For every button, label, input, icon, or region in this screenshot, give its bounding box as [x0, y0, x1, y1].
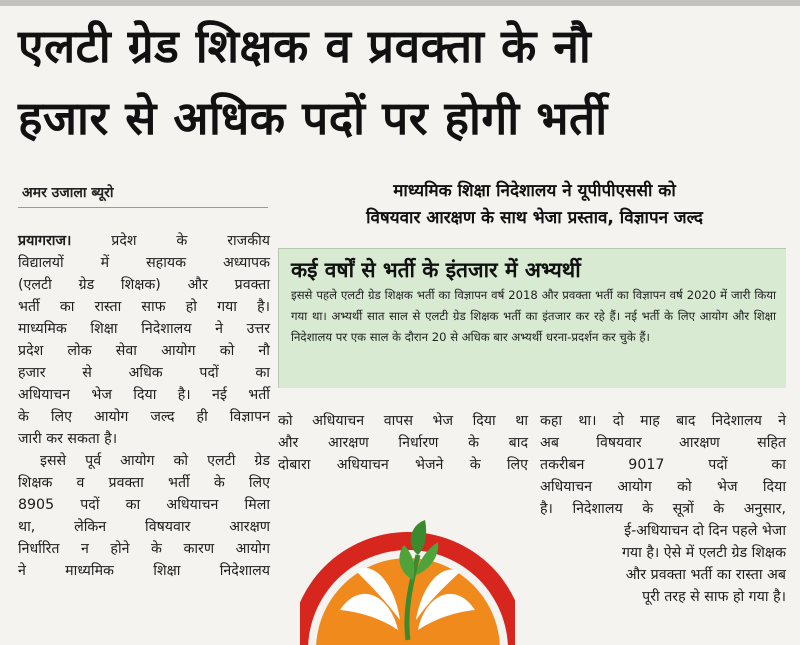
column-1-line: प्रदेश के राजकीय	[71, 233, 270, 249]
column-1-line: निर्धारित न होने के कारण आयोग	[18, 541, 270, 557]
sub-headline-line-2: विषयवार आरक्षण के साथ भेजा प्रस्ताव, विज्ञापन जल्द	[366, 208, 703, 228]
column-1-line: अधियाचन भेज दिया है। नई भर्ती	[18, 387, 270, 403]
sub-headline-line-1: माध्यमिक शिक्षा निदेशालय ने यूपीपीएससी को	[393, 181, 676, 201]
headline-line-1: एलटी ग्रेड शिक्षक व प्रवक्ता के नौ	[18, 19, 592, 73]
dateline: प्रयागराज।	[18, 233, 72, 249]
emblem-graphic	[300, 500, 515, 645]
highlight-box-title: कई वर्षों से भर्ती के इंतजार में अभ्यर्थी	[291, 258, 581, 282]
column-1-line: शिक्षक व प्रवक्ता भर्ती के लिए	[18, 475, 270, 491]
column-3-line: और प्रवक्ता भर्ती का रास्ता अब	[625, 567, 786, 583]
column-1-line: के लिए आयोग जल्द ही विज्ञापन	[18, 409, 270, 425]
column-1-first-line	[18, 230, 270, 252]
column-2-line: और आरक्षण निर्धारण के बाद	[278, 435, 528, 451]
column-2-line: दोबारा अधियाचन भेजने के लिए	[278, 457, 528, 473]
column-3-line: पूरी तरह से साफ हो गया है।	[642, 589, 786, 605]
column-1-line: प्रदेश लोक सेवा आयोग को नौ	[18, 343, 270, 359]
byline-divider	[18, 207, 268, 208]
emblem-flame-plant-icon	[300, 500, 515, 645]
column-1	[18, 230, 270, 582]
column-3-line: तकरीबन 9017 पदों का	[540, 457, 786, 473]
sub-headline	[282, 178, 787, 232]
column-1-line: विद्यालयों में सहायक अध्यापक	[18, 255, 270, 271]
column-1-line: (एलटी ग्रेड शिक्षक) और प्रवक्ता	[18, 277, 270, 293]
column-3	[540, 410, 786, 608]
column-1-line: माध्यमिक शिक्षा निदेशालय ने उत्तर	[18, 321, 270, 337]
column-3-line: अधियाचन आयोग को भेज दिया	[540, 479, 786, 495]
byline: अमर उजाला ब्यूरो	[22, 185, 114, 201]
headline-line-2: हजार से अधिक पदों पर होगी भर्ती	[18, 91, 608, 145]
column-2-line: को अधियाचन वापस भेज दिया था	[278, 413, 528, 429]
highlight-box	[278, 248, 786, 388]
column-2	[278, 410, 528, 476]
column-3-line: कहा था। दो माह बाद निदेशालय ने	[540, 413, 786, 429]
column-3-line: ई-अधियाचन दो दिन पहले भेजा	[624, 523, 786, 539]
column-1-line: इससे पूर्व आयोग को एलटी ग्रेड	[40, 453, 270, 469]
column-1-line: था, लेकिन विषयवार आरक्षण	[18, 519, 270, 535]
headline	[18, 10, 788, 154]
column-3-line: अब विषयवार आरक्षण सहित	[540, 435, 786, 451]
column-1-line: जारी कर सकता है।	[18, 431, 118, 447]
column-1-line: 8905 पदों का अधियाचन मिला	[18, 497, 270, 513]
column-1-line: ने माध्यमिक शिक्षा निदेशालय	[18, 563, 270, 579]
column-3-line: गया है। ऐसे में एलटी ग्रेड शिक्षक	[621, 545, 786, 561]
column-1-line: भर्ती का रास्ता साफ हो गया है।	[18, 299, 270, 315]
column-1-line: हजार से अधिक पदों का	[18, 365, 270, 381]
highlight-box-body: इससे पहले एलटी ग्रेड शिक्षक भर्ती का विज्ञापन वर्ष 2018 और प्रवक्ता भर्ती का विज्ञापन वर्ष 2020 में जारी किया गया था। अभ्यर्थी सात साल से एलटी ग्रेड शिक्षक भर्ती का इंतजार कर रहे हैं। नई भर्ती के लिए आयोग और शिक्षा निदेशालय पर एक साल के दौरान 20 से अधिक बार अभ्यर्थी धरना-प्रदर्शन कर चुके हैं।	[291, 288, 776, 344]
column-3-line: है। निदेशालय के सूत्रों के अनुसार,	[540, 501, 786, 517]
top-strip	[0, 0, 800, 6]
